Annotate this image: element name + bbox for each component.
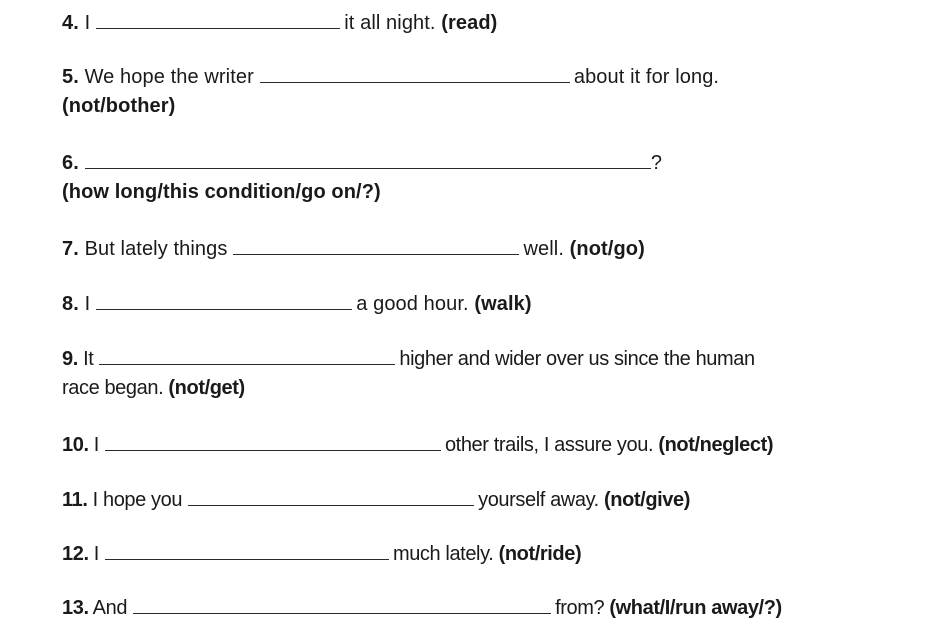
exercise-number: 13. [62,597,89,619]
sentence-end: a good hour. [356,293,469,315]
verb-hint: (read) [441,12,498,34]
answer-blank[interactable] [96,289,352,310]
verb-hint: (not/neglect) [658,434,774,456]
answer-blank[interactable] [99,344,395,365]
sentence-continuation: race began. [62,377,164,399]
exercise-12 [62,539,581,566]
exercise-8 [62,289,532,316]
sentence-start: I [93,543,99,565]
sentence-end: other trails, I assure you. [444,434,654,456]
exercise-number: 8. [62,293,79,315]
sentence-start: I [84,293,91,315]
sentence-end: from? [555,597,605,619]
answer-blank[interactable] [188,485,474,506]
exercise-number: 10. [62,434,89,456]
exercise-number: 11. [62,489,88,511]
sentence-start: But lately things [84,238,228,260]
verb-hint: (how long/this condition/go on/?) [62,181,381,203]
exercise-number: 6. [62,152,79,174]
answer-blank[interactable] [133,593,551,614]
answer-blank[interactable] [105,430,441,451]
exercise-4 [62,8,497,35]
sentence-start: It [83,348,94,370]
answer-blank[interactable] [233,234,519,255]
exercise-number: 9. [62,348,78,370]
exercise-number: 12. [62,543,89,565]
answer-blank[interactable] [105,539,389,560]
sentence-end: ? [650,152,663,174]
exercise-5 [62,62,719,89]
exercise-5-hint-line [62,94,175,118]
verb-hint: (not/get) [168,377,245,399]
verb-hint: (not/give) [604,489,691,511]
sentence-start: I [93,434,99,456]
verb-hint: (not/go) [569,238,645,260]
exercise-number: 7. [62,238,79,260]
exercise-number: 4. [62,12,79,34]
exercise-9-line-2 [62,376,245,400]
sentence-start: We hope the writer [84,66,254,88]
sentence-start: And [92,597,128,619]
exercise-number: 5. [62,66,79,88]
verb-hint: (walk) [474,293,532,315]
sentence-end: much lately. [392,543,494,565]
exercise-9 [62,344,755,371]
exercise-11 [62,485,690,512]
sentence-start: I hope you [92,489,183,511]
exercise-6 [62,148,662,175]
sentence-start: I [84,12,91,34]
answer-blank[interactable] [96,8,340,29]
answer-blank[interactable] [260,62,570,83]
sentence-end: it all night. [344,12,436,34]
answer-blank[interactable] [85,148,651,169]
verb-hint: (what/I/run away/?) [609,597,782,619]
verb-hint: (not/bother) [62,95,176,117]
exercise-10 [62,430,773,457]
sentence-end: yourself away. [478,489,599,511]
exercise-13 [62,593,782,620]
sentence-end: higher and wider over us since the human [399,348,755,370]
sentence-end: well. [523,238,564,260]
exercise-6-hint-line [62,180,381,204]
verb-hint: (not/ride) [498,543,582,565]
sentence-end: about it for long. [573,66,720,88]
exercise-7 [62,234,645,261]
